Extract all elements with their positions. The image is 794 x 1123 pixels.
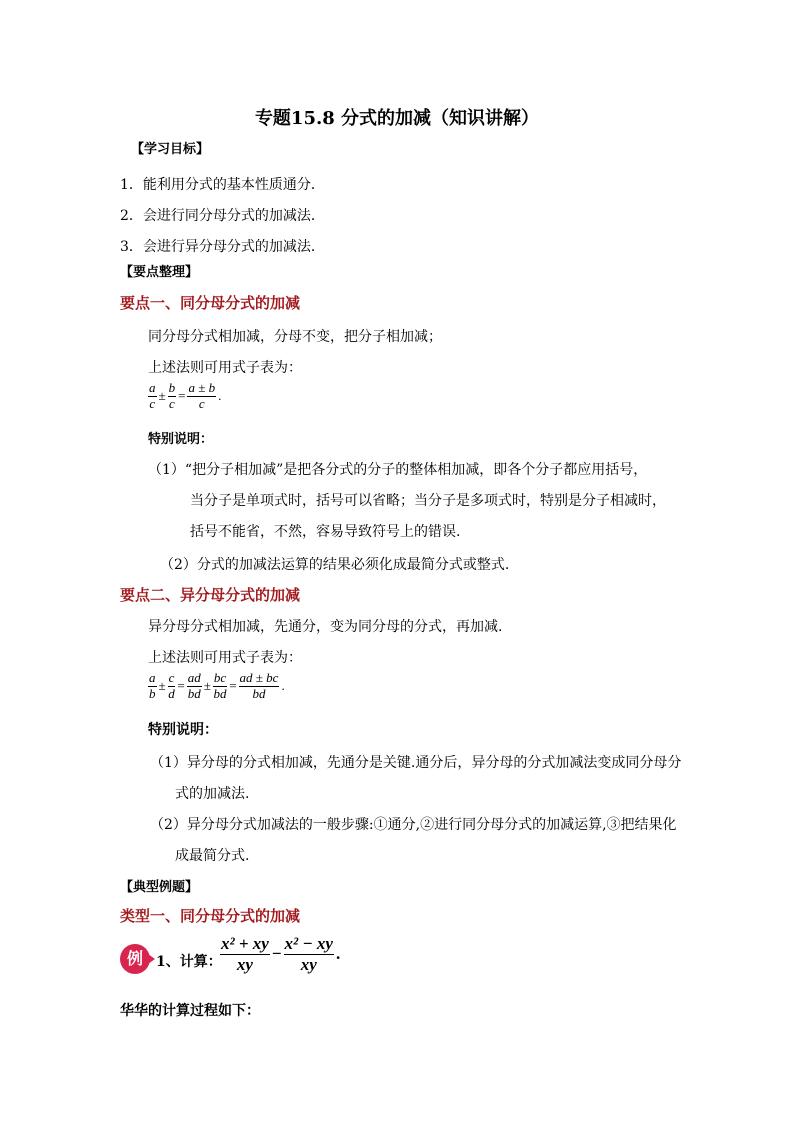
point2-note-1: （1）异分母的分式相加减，先通分是关键.通分后，异分母的分式加减法变成同分母分 — [150, 755, 682, 771]
point2-note-1-cont: 式的加减法. — [175, 786, 250, 802]
type1-heading: 类型一、同分母分式的加减 — [120, 907, 301, 925]
goal-2: 2．会进行同分母分式的加减法． — [120, 208, 325, 224]
point1-note-1-cont: 当分子是单项式时，括号可以省略；当分子是多项式时，特别是分子相减时， — [190, 493, 666, 509]
point1-formula: $\frac{a}{c}$ ± $\frac{b}{c}$ = $\frac{a \pm b}{c}$ . — [149, 380, 222, 411]
example-badge: 例 — [120, 944, 150, 974]
calculation-intro: 华华的计算过程如下： — [120, 1003, 260, 1019]
point1-note-1-end: 括号不能省，不然，容易导致符号上的错误. — [190, 524, 461, 540]
fraction-sum-over-c: $\frac{a \pm b}{c}$ — [188, 380, 216, 411]
section-learning-goals: 【学习目标】 — [131, 142, 210, 157]
goal-1: 1．能利用分式的基本性质通分． — [120, 177, 325, 193]
point1-note-2: （2）分式的加减法运算的结果必须化成最简分式或整式. — [160, 557, 510, 573]
fraction-x2-plus-xy-over-xy: $\frac{\text{x² + xy}}{xy}$ — [221, 934, 269, 974]
goal-3: 3．会进行异分母分式的加减法． — [120, 239, 325, 255]
fraction-a-over-b: $\frac{a}{b}$ — [149, 670, 156, 701]
example-1-expression: $\frac{\text{x² + xy}}{xy}$ − $\frac{\text{x² − xy}}{xy}$ . — [221, 934, 341, 974]
section-examples: 【典型例题】 — [120, 880, 199, 895]
fraction-a-over-c: $\frac{a}{c}$ — [149, 380, 156, 411]
example-1-prompt: 1、计算： — [156, 954, 222, 970]
fraction-c-over-d: $\frac{c}{d}$ — [168, 670, 175, 701]
page-title: 专题15.8 分式的加减（知识讲解） — [254, 108, 540, 129]
fraction-b-over-c: $\frac{b}{c}$ — [168, 380, 176, 411]
fraction-combined-over-bd: $\frac{ad \pm bc}{bd}$ — [239, 670, 279, 701]
point2-note-label: 特别说明： — [148, 722, 218, 738]
fraction-x2-minus-xy-over-xy: $\frac{\text{x² − xy}}{xy}$ — [284, 934, 333, 974]
point2-rule: 异分母分式相加减，先通分，变为同分母的分式，再加减. — [148, 619, 503, 635]
fraction-ad-over-bd: $\frac{ad}{bd}$ — [187, 670, 201, 701]
point1-expr-intro: 上述法则可用式子表为： — [148, 360, 302, 376]
section-key-points: 【要点整理】 — [120, 265, 199, 280]
example-badge-pointer — [148, 954, 155, 964]
point2-note-2: （2）异分母分式加减法的一般步骤:①通分,②进行同分母分式的加减运算,③把结果化 — [150, 817, 677, 833]
point1-note-1: （1）“把分子相加减”是把各分式的分子的整体相加减，即各个分子都应用括号， — [148, 462, 648, 478]
point2-heading: 要点二、异分母分式的加减 — [120, 586, 301, 604]
point2-expr-intro: 上述法则可用式子表为： — [148, 650, 302, 666]
point2-formula: $\frac{a}{b}$ ± $\frac{c}{d}$ = $\frac{ad}{bd}$ ± $\frac{bc}{bd}$ = $\frac{ad \pm bc}{bd}$ . — [149, 670, 285, 701]
point1-rule: 同分母分式相加减，分母不变，把分子相加减； — [148, 329, 442, 345]
point1-heading: 要点一、同分母分式的加减 — [120, 294, 301, 312]
point2-note-2-cont: 成最简分式. — [175, 848, 250, 864]
fraction-bc-over-bd: $\frac{bc}{bd}$ — [213, 670, 227, 701]
point1-note-label: 特别说明： — [148, 432, 214, 447]
